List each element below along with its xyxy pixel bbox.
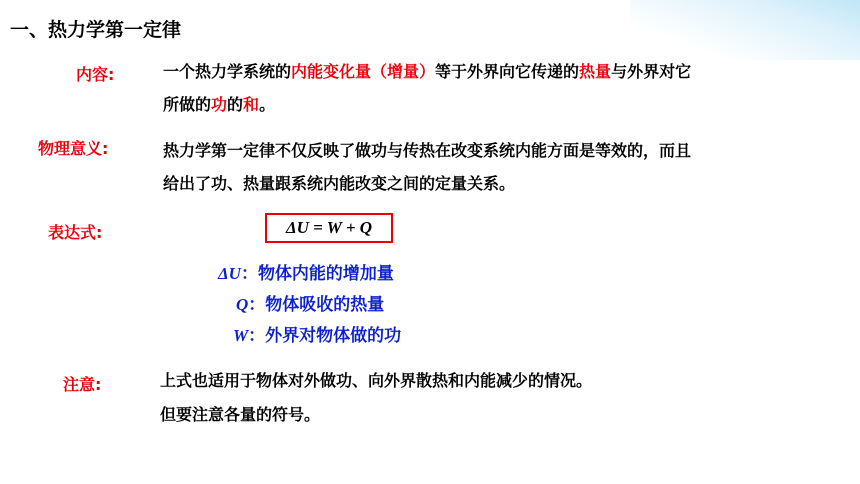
meaning-label: 物理意义: — [38, 139, 109, 158]
content-line-1 — [163, 56, 691, 88]
content-text-2b: 的 — [227, 95, 244, 114]
content-label: 内容: — [76, 65, 115, 84]
symbol-separator: ： — [240, 264, 258, 284]
content-text-1b: 等于外界向它传递的 — [435, 62, 580, 81]
formula: ΔU = W + Q — [285, 218, 373, 237]
meaning-line-1: 热力学第一定律不仅反映了做功与传热在改变系统内能方面是等效的，而且 — [163, 141, 692, 160]
symbol-separator: ： — [248, 326, 266, 346]
content-text-1a: 一个热力学系统的 — [163, 62, 292, 81]
symbol-desc-w: 外界对物体做的功 — [265, 326, 402, 346]
formula-box — [265, 213, 393, 243]
content-text-2a: 所做的 — [163, 95, 212, 114]
note-label: 注意: — [63, 375, 102, 394]
symbol-desc-delta-u: 物体内能的增加量 — [257, 264, 394, 284]
note-line-2: 但要注意各量的符号。 — [160, 405, 321, 424]
symbol-row-delta-u — [218, 259, 394, 284]
content-highlight-internal-energy: 内能变化量（增量） — [291, 62, 436, 81]
content-text-2c: 。 — [259, 95, 276, 114]
content-highlight-work: 功 — [211, 95, 228, 114]
content-highlight-heat: 热量 — [579, 62, 612, 81]
symbol-q: Q — [236, 295, 249, 314]
page-title: 一、热力学第一定律 — [10, 19, 182, 41]
meaning-line-2: 给出了功、热量跟系统内能改变之间的定量关系。 — [163, 174, 516, 193]
content-highlight-sum: 和 — [243, 95, 260, 114]
decorative-gradient-corner — [630, 0, 860, 60]
symbol-row-w — [233, 321, 401, 346]
symbol-delta-u: ΔU — [218, 264, 241, 283]
symbol-desc-q: 物体吸收的热量 — [265, 295, 385, 315]
note-line-1: 上式也适用于物体对外做功、向外界散热和内能减少的情况。 — [160, 371, 593, 390]
symbol-w: W — [233, 326, 249, 345]
content-line-2 — [163, 89, 275, 121]
expression-label: 表达式: — [48, 223, 103, 242]
symbol-separator: ： — [248, 295, 266, 315]
symbol-row-q — [236, 290, 384, 315]
content-text-1c: 与外界对它 — [611, 62, 692, 81]
